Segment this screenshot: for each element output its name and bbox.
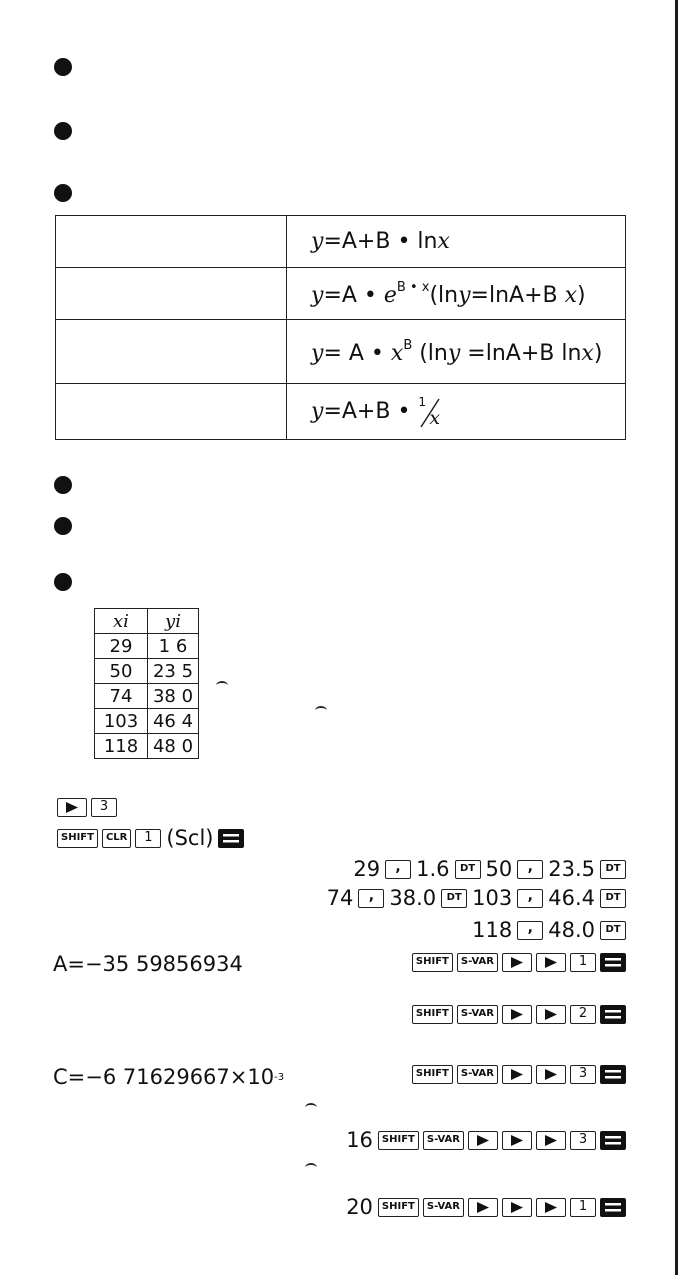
shift-key[interactable]: SHIFT <box>378 1131 419 1150</box>
right-arrow-key[interactable] <box>502 1065 532 1084</box>
key-1[interactable]: 1 <box>135 829 161 848</box>
result-a-text: A=−35 59856934 <box>53 952 243 976</box>
comma-key[interactable]: , <box>517 889 543 908</box>
shift-key[interactable]: SHIFT <box>412 953 453 972</box>
svar-key[interactable]: S-VAR <box>457 1065 498 1084</box>
input-value: 20 <box>346 1195 373 1219</box>
keyseq-entry-1 <box>350 857 628 881</box>
right-arrow-key[interactable] <box>502 1198 532 1217</box>
entry-value: 118 <box>472 918 513 942</box>
keyseq-a <box>410 953 628 972</box>
cell-yi: 1 6 <box>148 634 199 659</box>
model-formula-exp: y=A • $e^{B • x}(\ln y=\ln A+B$ x) <box>287 268 626 320</box>
equals-key[interactable] <box>218 829 244 848</box>
comma-key[interactable]: , <box>517 860 543 879</box>
comma-key[interactable]: , <box>517 921 543 940</box>
svar-key[interactable]: S-VAR <box>457 953 498 972</box>
table-row <box>95 684 199 709</box>
entry-value: 103 <box>472 886 513 910</box>
cell-yi: 38 0 <box>148 684 199 709</box>
dt-key[interactable]: DT <box>455 860 481 879</box>
keyseq-c <box>410 1065 628 1084</box>
hat-mark <box>315 706 327 715</box>
bullet-dot <box>54 122 72 140</box>
dt-key[interactable]: DT <box>600 921 626 940</box>
model-label <box>56 268 287 320</box>
table-row <box>95 734 199 759</box>
right-arrow-key[interactable] <box>536 953 566 972</box>
shift-key[interactable]: SHIFT <box>57 829 98 848</box>
right-arrow-key[interactable] <box>468 1131 498 1150</box>
dt-key[interactable]: DT <box>441 889 467 908</box>
data-table <box>94 608 199 759</box>
table-row <box>95 634 199 659</box>
fraction-one-over-x: 1 x <box>418 394 441 429</box>
result-c <box>53 1065 284 1089</box>
model-row-log <box>56 216 626 268</box>
svar-key[interactable]: S-VAR <box>423 1198 464 1217</box>
key-2[interactable]: 2 <box>570 1005 596 1024</box>
entry-value: 48.0 <box>548 918 595 942</box>
model-label <box>56 216 287 268</box>
keyseq-estimate-x <box>343 1195 628 1219</box>
key-1[interactable]: 1 <box>570 953 596 972</box>
scl-label: (Scl) <box>166 826 214 850</box>
header-yi: yi <box>148 609 199 634</box>
result-c-text: C=−6 71629667×10 <box>53 1065 275 1089</box>
model-row-exp <box>56 268 626 320</box>
cell-xi: 103 <box>95 709 148 734</box>
equals-key[interactable] <box>600 953 626 972</box>
hat-mark <box>305 1103 317 1112</box>
clr-key[interactable]: CLR <box>102 829 131 848</box>
key-3[interactable]: 3 <box>570 1065 596 1084</box>
cell-xi: 74 <box>95 684 148 709</box>
keyseq-mode <box>55 798 119 817</box>
right-arrow-key[interactable] <box>536 1065 566 1084</box>
shift-key[interactable]: SHIFT <box>412 1005 453 1024</box>
result-c-exponent: -3 <box>274 1071 285 1083</box>
cell-xi: 29 <box>95 634 148 659</box>
keyseq-entry-2 <box>324 886 628 910</box>
right-arrow-key[interactable] <box>57 798 87 817</box>
entry-value: 38.0 <box>389 886 437 910</box>
svar-key[interactable]: S-VAR <box>457 1005 498 1024</box>
right-arrow-key[interactable] <box>536 1198 566 1217</box>
cell-yi: 46 4 <box>148 709 199 734</box>
cell-yi: 23 5 <box>148 659 199 684</box>
entry-value: 29 <box>353 857 381 881</box>
model-label <box>56 320 287 384</box>
key-1[interactable]: 1 <box>570 1198 596 1217</box>
key-3[interactable]: 3 <box>91 798 117 817</box>
cell-yi: 48 0 <box>148 734 199 759</box>
entry-value: 46.4 <box>548 886 595 910</box>
model-label <box>56 384 287 440</box>
cell-xi: 118 <box>95 734 148 759</box>
comma-key[interactable]: , <box>385 860 411 879</box>
bullet-dot <box>54 573 72 591</box>
keyseq-entry-3 <box>469 918 628 942</box>
comma-key[interactable]: , <box>358 889 384 908</box>
cell-xi: 50 <box>95 659 148 684</box>
hat-mark <box>216 681 228 690</box>
right-arrow-key[interactable] <box>502 1005 532 1024</box>
entry-value: 50 <box>485 857 513 881</box>
header-xi: xi <box>95 609 148 634</box>
result-a <box>53 952 243 976</box>
keyseq-estimate-y <box>343 1128 628 1152</box>
table-row <box>95 709 199 734</box>
bullet-dot <box>54 58 72 76</box>
hat-mark <box>305 1163 317 1172</box>
bullet-dot <box>54 517 72 535</box>
right-arrow-key[interactable] <box>536 1005 566 1024</box>
bullet-dot <box>54 184 72 202</box>
shift-key[interactable]: SHIFT <box>412 1065 453 1084</box>
equals-key[interactable] <box>600 1005 626 1024</box>
right-arrow-key[interactable] <box>536 1131 566 1150</box>
right-arrow-key[interactable] <box>502 953 532 972</box>
model-formula-pwr: y= A • $x^B$ (lny =lnA+B lnx) <box>287 320 626 384</box>
model-row-inv <box>56 384 626 440</box>
key-3[interactable]: 3 <box>570 1131 596 1150</box>
regression-models-table <box>55 215 626 440</box>
keyseq-clear <box>55 826 246 850</box>
right-arrow-key[interactable] <box>502 1131 532 1150</box>
input-value: 16 <box>346 1128 373 1152</box>
dt-key[interactable]: DT <box>600 889 626 908</box>
right-arrow-key[interactable] <box>468 1198 498 1217</box>
model-formula-inv: y=A+B • 1 x <box>287 384 626 440</box>
keyseq-b <box>410 1005 628 1024</box>
entry-value: 1.6 <box>416 857 450 881</box>
dt-key[interactable]: DT <box>600 860 626 879</box>
table-row <box>95 659 199 684</box>
model-formula-log: y=A+B • lnx <box>287 216 626 268</box>
equals-key[interactable] <box>600 1131 626 1150</box>
svar-key[interactable]: S-VAR <box>423 1131 464 1150</box>
model-row-pwr <box>56 320 626 384</box>
equals-key[interactable] <box>600 1065 626 1084</box>
equals-key[interactable] <box>600 1198 626 1217</box>
entry-value: 23.5 <box>548 857 595 881</box>
data-table-header <box>95 609 199 634</box>
entry-value: 74 <box>326 886 354 910</box>
shift-key[interactable]: SHIFT <box>378 1198 419 1217</box>
bullet-dot <box>54 476 72 494</box>
